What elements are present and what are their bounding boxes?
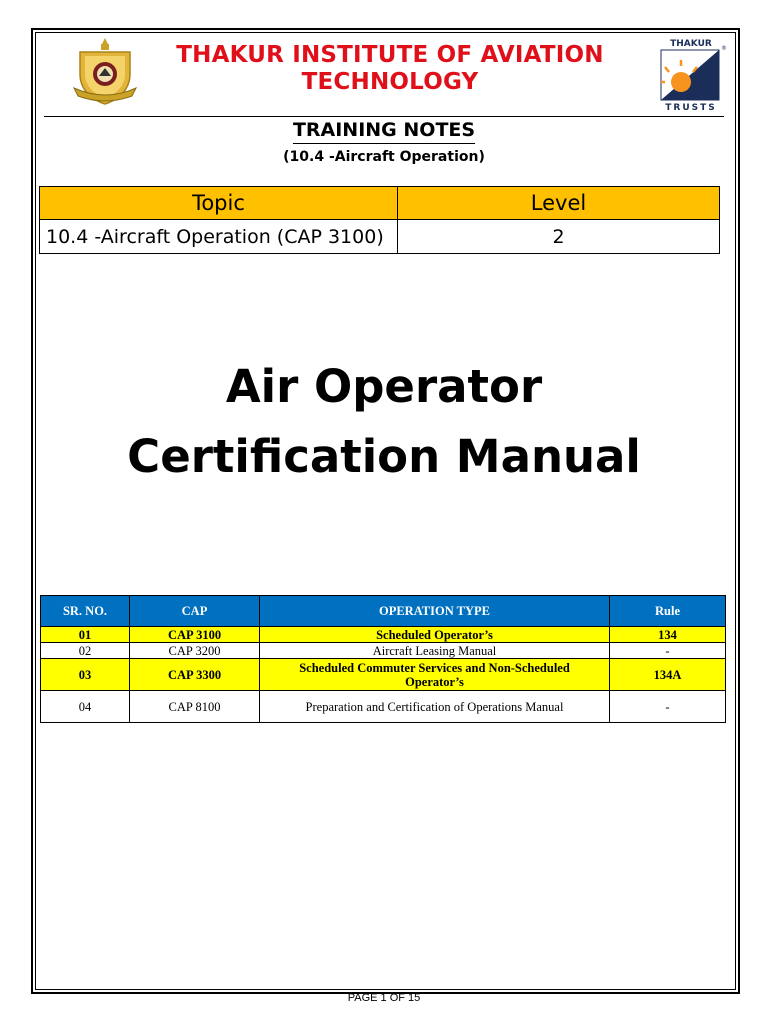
cell-sr-no: 04 [41,691,130,723]
document-header [40,34,730,116]
training-notes-title: TRAINING NOTES [293,118,475,144]
cell-rule: - [610,691,726,723]
topic-table [39,186,720,254]
header-rule: Rule [610,596,726,627]
table-row [41,659,726,691]
cap-table-header-row [41,596,726,627]
document-main-title [0,352,768,492]
table-row [41,627,726,643]
cell-cap: CAP 3100 [130,627,260,643]
cell-operation-type: Scheduled Operator’s [260,627,610,643]
cell-sr-no: 03 [41,659,130,691]
header-sr-no: SR. NO. [41,596,130,627]
cell-cap: CAP 3300 [130,659,260,691]
cell-operation-type: Aircraft Leasing Manual [260,643,610,659]
table-row [41,691,726,723]
table-row [41,643,726,659]
topic-value-cell: 10.4 -Aircraft Operation (CAP 3100) [40,220,398,254]
institute-name-line2: TECHNOLOGY [301,69,479,95]
page-border-inner [35,32,736,990]
cell-rule: 134 [610,627,726,643]
thakur-trusts-logo [655,36,727,112]
cell-sr-no: 02 [41,643,130,659]
institute-name [140,42,640,96]
institute-crest-logo [70,36,140,110]
main-title-line1: Air Operator [225,360,543,413]
cell-sr-no: 01 [41,627,130,643]
topic-header-cell: Topic [40,187,398,220]
cell-operation-type: Scheduled Commuter Services and Non-Scheduled Operator’s [260,659,610,691]
logo-top-text: THAKUR [670,39,712,49]
level-value-cell: 2 [398,220,720,254]
cell-rule: - [610,643,726,659]
cell-cap: CAP 8100 [130,691,260,723]
level-header-cell: Level [398,187,720,220]
header-cap: CAP [130,596,260,627]
page-number: PAGE 1 OF 15 [347,992,421,1004]
institute-name-line1: THAKUR INSTITUTE OF AVIATION [176,42,604,68]
header-divider [44,116,724,117]
header-operation-type: OPERATION TYPE [260,596,610,627]
cell-operation-type: Preparation and Certification of Operations Manual [260,691,610,723]
topic-table-row [40,220,720,254]
training-notes-heading [0,118,768,144]
main-title-line2: Certification Manual [127,430,641,483]
cell-rule: 134A [610,659,726,691]
logo-registered-mark: ® [721,45,727,52]
cell-cap: CAP 3200 [130,643,260,659]
logo-bottom-text: TRUSTS [665,103,717,112]
training-notes-subtitle: (10.4 -Aircraft Operation) [283,149,485,165]
topic-table-header [40,187,720,220]
cap-table [40,595,726,723]
